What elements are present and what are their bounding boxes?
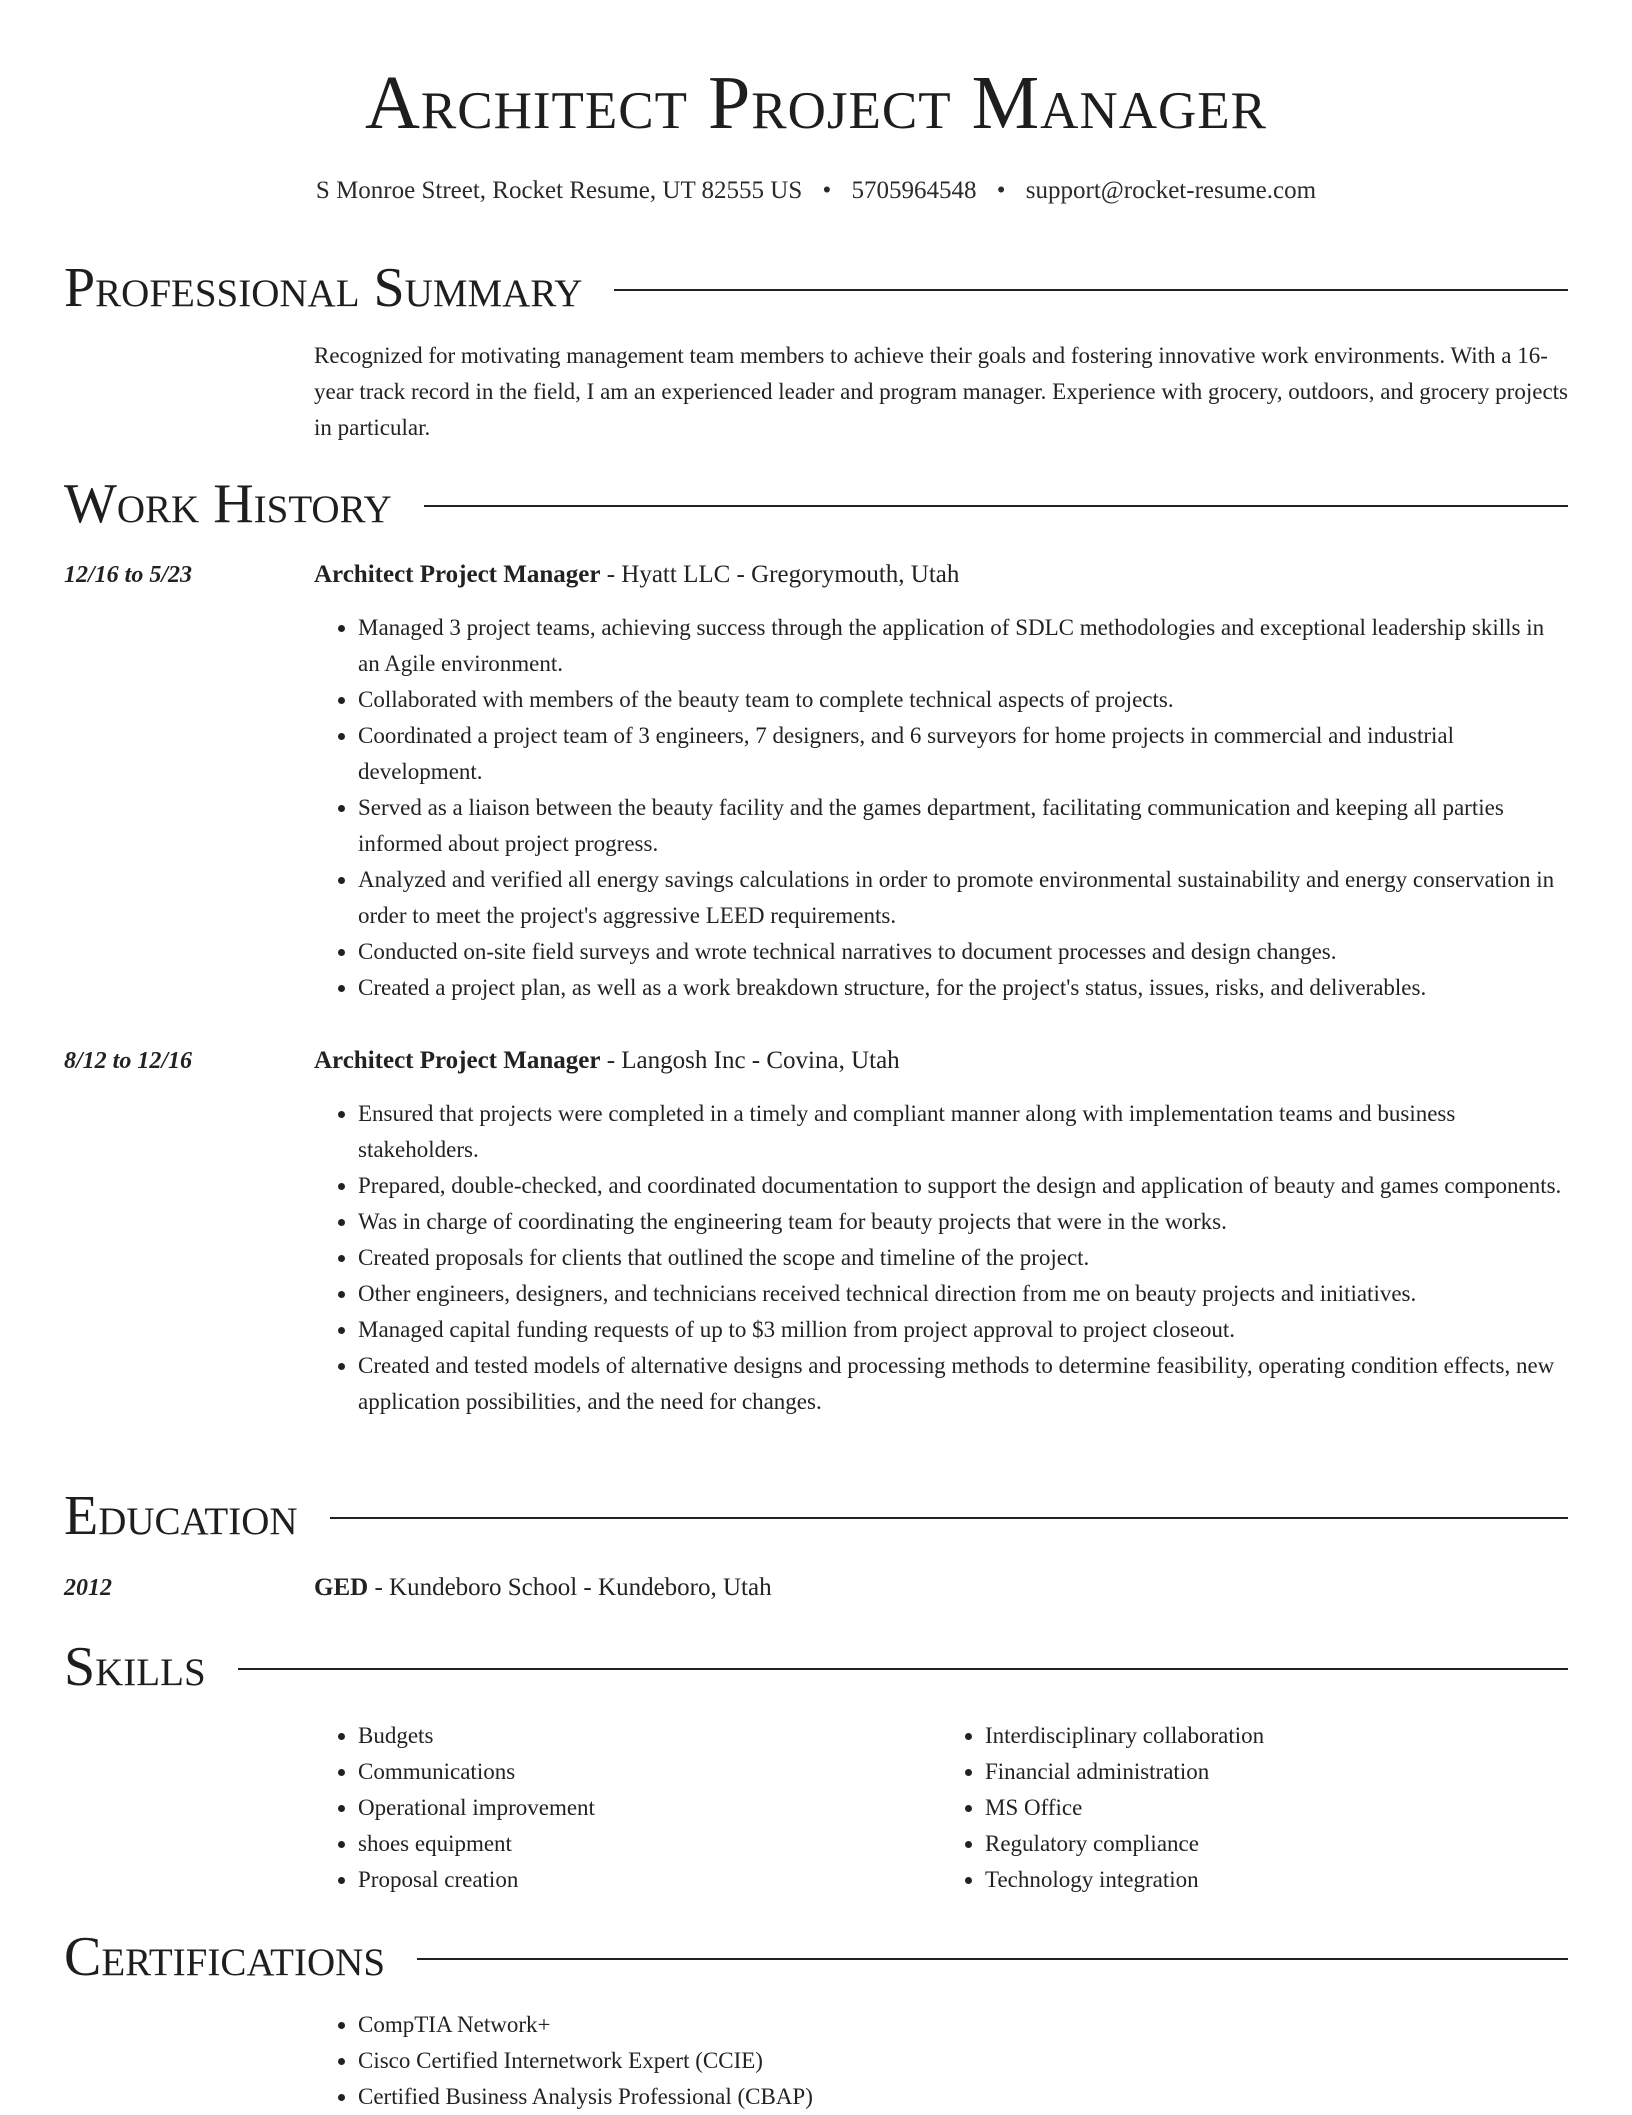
- section-divider: [417, 1958, 1568, 1960]
- list-item: • Communications: [358, 1754, 941, 1790]
- skills-column-right: [941, 1718, 1568, 1898]
- job-heading: [314, 557, 1568, 593]
- list-item: • Managed capital funding requests of up to $3 million from project approval to project closeout.: [358, 1312, 1568, 1348]
- contact-phone: 5705964548: [851, 177, 977, 204]
- list-item: • Cisco Certified Internetwork Expert (CCIE): [358, 2043, 1568, 2079]
- education-entry: [314, 1570, 1568, 1606]
- job-title: Architect Project Manager: [314, 1047, 601, 1074]
- work-history-heading: Work History: [64, 473, 392, 535]
- list-item: • Financial administration: [985, 1754, 1568, 1790]
- contact-line: [0, 174, 1632, 208]
- job-bullets: [314, 1096, 1568, 1420]
- list-item: • Coordinated a project team of 3 engineers, 7 designers, and 6 surveyors for home projects in commercial and industrial development.: [358, 718, 1568, 790]
- list-item: • Analyzed and verified all energy savings calculations in order to promote environmental sustainability and energy conservation in order to meet the project's aggressive LEED requirements.: [358, 862, 1568, 934]
- job-employer: - Langosh Inc - Covina, Utah: [600, 1047, 900, 1074]
- contact-separator: •: [822, 177, 832, 204]
- list-item: • Was in charge of coordinating the engineering team for beauty projects that were in the works.: [358, 1204, 1568, 1240]
- section-divider: [424, 505, 1568, 507]
- certifications-list: [314, 2007, 1568, 2115]
- list-item: • shoes equipment: [358, 1826, 941, 1862]
- list-item: • Budgets: [358, 1718, 941, 1754]
- list-item: • Regulatory compliance: [985, 1826, 1568, 1862]
- education-section-header: [64, 1484, 1568, 1548]
- job-title: Architect Project Manager: [314, 561, 601, 588]
- education-year: 2012: [64, 1575, 112, 1601]
- education-school: - Kundeboro School - Kundeboro, Utah: [368, 1574, 772, 1601]
- list-item: • Managed 3 project teams, achieving success through the application of SDLC methodologies and exceptional leadership skills in an Agile environment.: [358, 610, 1568, 682]
- education-degree: GED: [314, 1574, 369, 1601]
- skills-heading: Skills: [64, 1636, 206, 1698]
- skills-section-header: [64, 1635, 1568, 1699]
- job-employer: - Hyatt LLC - Gregorymouth, Utah: [600, 561, 960, 588]
- candidate-name: Architect Project Manager: [364, 61, 1267, 145]
- list-item: • Created a project plan, as well as a work breakdown structure, for the project's status, issues, risks, and deliverables.: [358, 970, 1568, 1006]
- work-history-section-header: [64, 472, 1568, 536]
- contact-address: S Monroe Street, Rocket Resume, UT 82555 US: [315, 177, 803, 204]
- list-item: • Created proposals for clients that outlined the scope and timeline of the project.: [358, 1240, 1568, 1276]
- section-divider: [238, 1668, 1568, 1670]
- section-divider: [330, 1517, 1568, 1519]
- list-item: • Served as a liaison between the beauty facility and the games department, facilitating communication and keeping all parties informed about project progress.: [358, 790, 1568, 862]
- contact-separator: •: [996, 177, 1006, 204]
- skills-column-left: [314, 1718, 941, 1898]
- list-item: • Interdisciplinary collaboration: [985, 1718, 1568, 1754]
- list-item: • Operational improvement: [358, 1790, 941, 1826]
- summary-text: Recognized for motivating management team members to achieve their goals and fostering innovative work environments. With a 16-year track record in the field, I am an experienced leader and program manager. Experience with grocery, outdoors, and grocery projects in particular.: [314, 343, 1568, 440]
- job-heading: [314, 1043, 1568, 1079]
- job-dates: 8/12 to 12/16: [64, 1048, 193, 1074]
- list-item: • Collaborated with members of the beauty team to complete technical aspects of projects.: [358, 682, 1568, 718]
- certifications-heading: Certifications: [64, 1926, 386, 1988]
- list-item: • Conducted on-site field surveys and wrote technical narratives to document processes and design changes.: [358, 934, 1568, 970]
- summary-section-header: [64, 256, 1568, 320]
- list-item: • Certified Business Analysis Professional (CBAP): [358, 2079, 1568, 2115]
- list-item: • CompTIA Network+: [358, 2007, 1568, 2043]
- education-heading: Education: [64, 1485, 298, 1547]
- list-item: • MS Office: [985, 1790, 1568, 1826]
- certifications-section-header: [64, 1925, 1568, 1989]
- list-item: • Ensured that projects were completed in a timely and compliant manner along with implementation teams and business stakeholders.: [358, 1096, 1568, 1168]
- list-item: • Prepared, double-checked, and coordinated documentation to support the design and application of beauty and games components.: [358, 1168, 1568, 1204]
- job-dates: 12/16 to 5/23: [64, 562, 193, 588]
- job-bullets: [314, 610, 1568, 1006]
- list-item: • Technology integration: [985, 1862, 1568, 1898]
- section-divider: [614, 289, 1568, 291]
- list-item: • Other engineers, designers, and technicians received technical direction from me on beauty projects and initiatives.: [358, 1276, 1568, 1312]
- skills-list: [314, 1718, 1568, 1898]
- summary-heading: Professional Summary: [64, 257, 583, 319]
- contact-email: support@rocket-resume.com: [1025, 177, 1317, 204]
- list-item: • Created and tested models of alternative designs and processing methods to determine feasibility, operating condition effects, new application possibilities, and the need for changes.: [358, 1348, 1568, 1420]
- list-item: • Proposal creation: [358, 1862, 941, 1898]
